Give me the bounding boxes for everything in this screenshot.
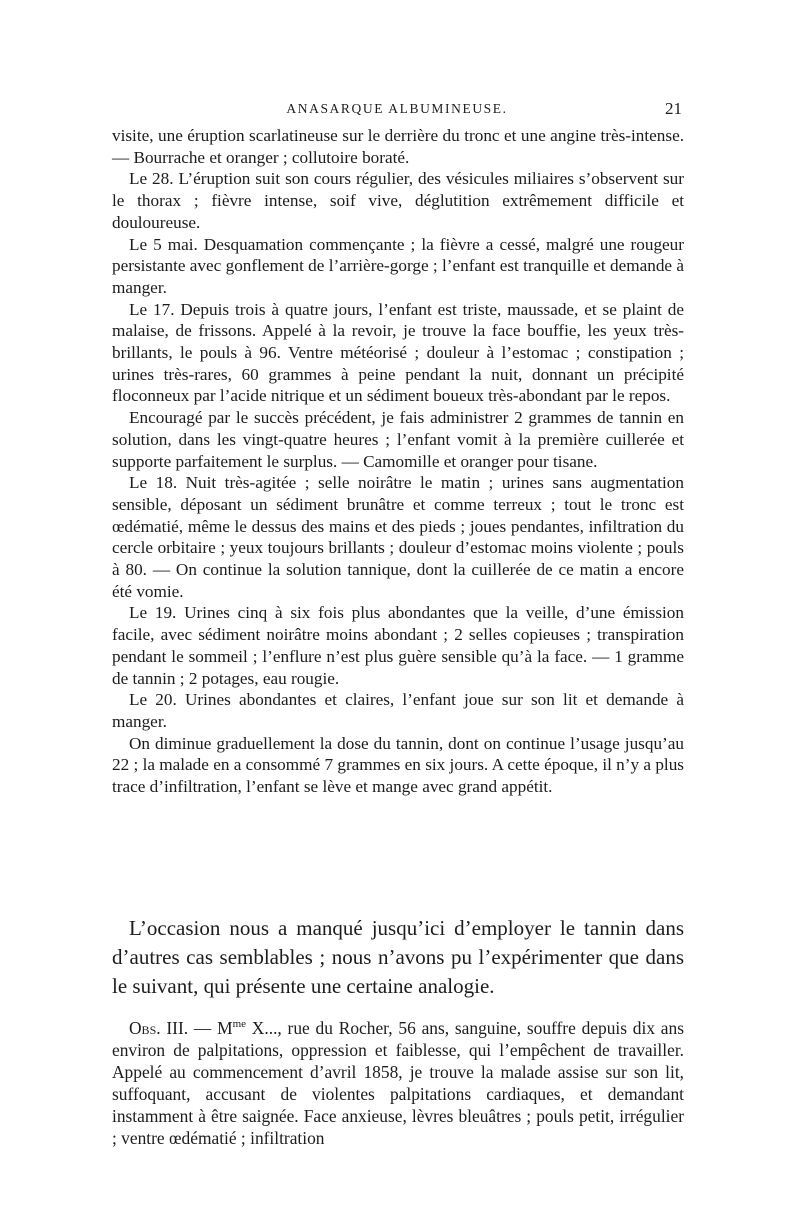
page-number: 21	[665, 99, 682, 118]
observation-label: Obs. III.	[129, 1018, 189, 1038]
patient-title: M	[217, 1018, 233, 1038]
paragraph: Le 18. Nuit très-agitée ; selle noirâtre le matin ; urines sans augmentation sensible, déposant un sédiment brunâtre et comme terreux ; tout le tronc est œdématié, même le dessus des mains et des pieds ; joues pendantes, infiltration du cercle orbitaire ; yeux toujours brillants ; douleur d’estomac moins violente ; pouls à 80. — On continue la solution tannique, dont la cuillerée de ce matin a encore été vomie.	[112, 473, 684, 601]
paragraph: Le 28. L’éruption suit son cours régulier, des vésicules miliaires s’observent sur le thorax ; fièvre intense, soif vive, déglutition extrêmement difficile et douloureuse.	[112, 169, 684, 232]
observation-text: X..., rue du Rocher, 56 ans, sanguine, souffre depuis dix ans environ de palpitations, oppression et faiblesse, qui l’empêchent de travailler. Appelé au commencement d’avril 1858, je trouve la malade assise sur son lit, suffoquant, accusant de violentes palpitations cardiaques, et demandant instamment à être saignée. Face anxieuse, lèvres bleuâtres ; pouls petit, irrégulier ; ventre œdématié ; infiltration	[112, 1018, 684, 1148]
paragraph: Le 20. Urines abondantes et claires, l’enfant joue sur son lit et demande à manger.	[112, 690, 684, 731]
patient-title-superscript: me	[232, 1018, 247, 1031]
paragraph: visite, une éruption scarlatineuse sur le derrière du tronc et une angine très-intense. — Bourrache et oranger ; collutoire boraté.	[112, 126, 684, 167]
paragraph: On diminue graduellement la dose du tannin, dont on continue l’usage jusqu’au 22 ; la malade en a consommé 7 grammes en six jours. A cette époque, il n’y a plus trace d’infiltration, l’enfant se lève et mange avec grand appétit.	[112, 733, 684, 797]
running-head	[112, 101, 682, 123]
observation-block	[112, 1017, 684, 1149]
paragraph: Le 5 mai. Desquamation commençante ; la fièvre a cessé, malgré une rougeur persistante avec gonflement de l’arrière-gorge ; l’enfant est tranquille et demande à manger.	[112, 234, 684, 297]
running-title: ANASARQUE ALBUMINEUSE.	[286, 101, 508, 116]
observation-paragraph	[112, 1017, 684, 1149]
paragraph: Le 19. Urines cinq à six fois plus abondantes que la veille, d’une émission facile, avec sédiment noirâtre moins abondant ; 2 selles copieuses ; transpiration pendant le sommeil ; l’enflure n’est plus guère sensible qu’à la face. — 1 gramme de tannin ; 2 potages, eau rougie.	[112, 603, 684, 688]
paragraph: Le 17. Depuis trois à quatre jours, l’enfant est triste, maussade, et se plaint de malaise, de frissons. Appelé à la revoir, je trouve la face bouffie, les yeux très-brillants, le pouls à 96. Ventre météorisé ; douleur à l’estomac ; constipation ; urines très-rares, 60 grammes à peine pendant la nuit, donnant un précipité floconneux par l’acide nitrique et un sédiment boueux très-abondant par le repos.	[112, 299, 684, 406]
case-text	[112, 125, 684, 798]
section-paragraph: L’occasion nous a manqué jusqu’ici d’employer le tannin dans d’autres cas semblables ; nous n’avons pu l’expérimenter que dans le suivant, qui présente une certaine analogie.	[112, 916, 684, 998]
transition-section	[112, 914, 684, 1001]
paragraph: Encouragé par le succès précédent, je fais administrer 2 grammes de tannin en solution, dans les vingt-quatre heures ; l’enfant vomit à la première cuillerée et supporte parfaitement le surplus. — Camomille et oranger pour tisane.	[112, 408, 684, 471]
observation-dash: —	[193, 1018, 212, 1038]
